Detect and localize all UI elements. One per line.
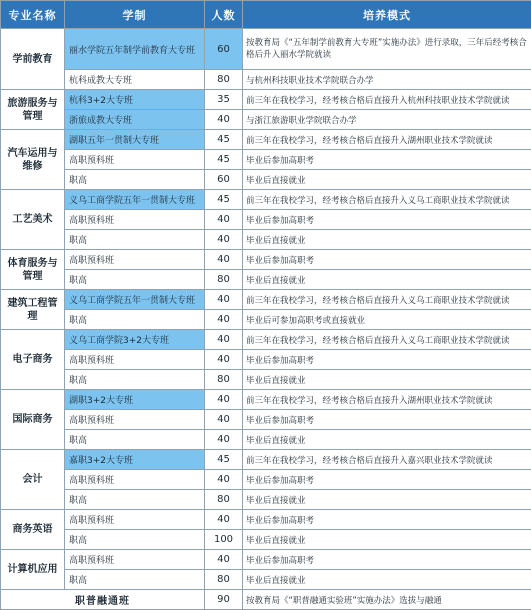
- mode-cell: 毕业后直接就业: [243, 530, 531, 550]
- mode-cell: 前三年在我校学习，经考核合格后直接升入杭州科技职业技术学院就读: [243, 90, 531, 110]
- table-row: [1, 530, 531, 550]
- mode-cell: 毕业后直接就业: [243, 270, 531, 290]
- mode-cell: 前三年在我校学习，经考核合格后直接升入湖州职业技术学院就读: [243, 390, 531, 410]
- table-row: [1, 250, 531, 270]
- table-row: [1, 230, 531, 250]
- count-cell: 40: [205, 230, 243, 250]
- header-system: 学制: [65, 1, 205, 29]
- footer-label: 职普融通班: [1, 590, 205, 610]
- count-cell: 40: [205, 430, 243, 450]
- system-cell: 义乌工商学院五年一贯制大专班: [65, 290, 205, 310]
- mode-cell: 毕业后直接就业: [243, 370, 531, 390]
- count-cell: 80: [205, 490, 243, 510]
- system-cell: 高职预科班: [65, 210, 205, 230]
- system-cell: 湖职五年一贯制大专班: [65, 130, 205, 150]
- count-cell: 40: [205, 250, 243, 270]
- mode-cell: 毕业后参加高职考: [243, 350, 531, 370]
- table-row: [1, 390, 531, 410]
- mode-cell: 前三年在我校学习，经考核合格后直接升入义乌工商职业技术学院就读: [243, 190, 531, 210]
- table-row: [1, 70, 531, 90]
- system-cell: 义乌工商学院五年一贯制大专班: [65, 190, 205, 210]
- header-major: 专业名称: [1, 1, 65, 29]
- count-cell: 40: [205, 110, 243, 130]
- major-cell: 计算机应用: [1, 550, 65, 590]
- table-row: [1, 590, 531, 610]
- table-row: [1, 430, 531, 450]
- mode-cell: 与浙江旅游职业学院联合办学: [243, 110, 531, 130]
- mode-cell: 前三年在我校学习，经考核合格后直接升入义乌工商职业技术学院就读: [243, 290, 531, 310]
- table-row: [1, 270, 531, 290]
- count-cell: 40: [205, 350, 243, 370]
- mode-cell: 毕业后直接就业: [243, 170, 531, 190]
- table-row: [1, 410, 531, 430]
- major-cell: 学前教育: [1, 29, 65, 90]
- system-cell: 高职预科班: [65, 550, 205, 570]
- major-cell: 商务英语: [1, 510, 65, 550]
- table-row: [1, 470, 531, 490]
- system-cell: 职高: [65, 570, 205, 590]
- system-cell: 高职预科班: [65, 150, 205, 170]
- count-cell: 40: [205, 410, 243, 430]
- mode-cell: 毕业后参加高职考: [243, 550, 531, 570]
- count-cell: 40: [205, 330, 243, 350]
- mode-cell: 前三年在我校学习，经考核合格后直接升入湖州职业技术学院就读: [243, 130, 531, 150]
- major-cell: 建筑工程管理: [1, 290, 65, 330]
- major-cell: 国际商务: [1, 390, 65, 450]
- table-row: [1, 150, 531, 170]
- table-row: [1, 550, 531, 570]
- mode-cell: 毕业后参加高职考: [243, 470, 531, 490]
- header-mode: 培养模式: [243, 1, 531, 29]
- system-cell: 义乌工商学院3+2大专班: [65, 330, 205, 350]
- mode-cell: 毕业后直接就业: [243, 490, 531, 510]
- system-cell: 高职预科班: [65, 510, 205, 530]
- table-row: [1, 490, 531, 510]
- count-cell: 40: [205, 390, 243, 410]
- table-row: [1, 170, 531, 190]
- count-cell: 45: [205, 130, 243, 150]
- major-cell: 电子商务: [1, 330, 65, 390]
- system-cell: 职高: [65, 490, 205, 510]
- mode-cell: 按教育局《“职普融通实验班”实施办法》选拔与融通: [243, 590, 531, 610]
- mode-cell: 毕业后直接就业: [243, 570, 531, 590]
- count-cell: 80: [205, 370, 243, 390]
- major-cell: 会计: [1, 450, 65, 510]
- count-cell: 45: [205, 450, 243, 470]
- system-cell: 高职预科班: [65, 470, 205, 490]
- mode-cell: 毕业后参加高职考: [243, 510, 531, 530]
- table-row: [1, 330, 531, 350]
- system-cell: 高职预科班: [65, 250, 205, 270]
- table-row: [1, 29, 531, 70]
- count-cell: 45: [205, 150, 243, 170]
- system-cell: 职高: [65, 370, 205, 390]
- major-cell: 体育服务与管理: [1, 250, 65, 290]
- count-cell: 80: [205, 70, 243, 90]
- table-row: [1, 130, 531, 150]
- mode-cell: 与杭州科技职业技术学院联合办学: [243, 70, 531, 90]
- system-cell: 职高: [65, 230, 205, 250]
- count-cell: 40: [205, 210, 243, 230]
- system-cell: 职高: [65, 310, 205, 330]
- mode-cell: 毕业后直接就业: [243, 230, 531, 250]
- major-cell: 旅游服务与管理: [1, 90, 65, 130]
- system-cell: 职高: [65, 430, 205, 450]
- system-cell: 高职预科班: [65, 410, 205, 430]
- count-cell: 100: [205, 530, 243, 550]
- count-cell: 35: [205, 90, 243, 110]
- mode-cell: 毕业后参加高职考: [243, 410, 531, 430]
- count-cell: 40: [205, 550, 243, 570]
- mode-cell: 前三年在我校学习，经考核合格后直接升入义乌工商职业技术学院就读: [243, 330, 531, 350]
- system-cell: 浙旅成教大专班: [65, 110, 205, 130]
- system-cell: 职高: [65, 270, 205, 290]
- count-cell: 40: [205, 290, 243, 310]
- table-row: [1, 190, 531, 210]
- table-row: [1, 110, 531, 130]
- system-cell: 丽水学院五年制学前教育大专班: [65, 29, 205, 70]
- system-cell: 杭科成教大专班: [65, 70, 205, 90]
- mode-cell: 毕业后直接就业: [243, 430, 531, 450]
- mode-cell: 毕业后参加高职考: [243, 250, 531, 270]
- mode-cell: 按教育局《“五年制学前教育大专班”实施办法》进行录取，三年后经考核合格后升入丽水学院就读: [243, 29, 531, 70]
- system-cell: 职高: [65, 170, 205, 190]
- count-cell: 40: [205, 470, 243, 490]
- table-row: [1, 450, 531, 470]
- system-cell: 杭科3+2大专班: [65, 90, 205, 110]
- mode-cell: 毕业后参加高职考: [243, 210, 531, 230]
- system-cell: 高职预科班: [65, 350, 205, 370]
- table-row: [1, 570, 531, 590]
- count-cell: 60: [205, 29, 243, 70]
- table-row: [1, 210, 531, 230]
- mode-cell: 前三年在我校学习，经考核合格后直接升入嘉兴职业技术学院就读: [243, 450, 531, 470]
- system-cell: 职高: [65, 530, 205, 550]
- count-cell: 90: [205, 590, 243, 610]
- count-cell: 45: [205, 190, 243, 210]
- count-cell: 40: [205, 510, 243, 530]
- table-row: [1, 510, 531, 530]
- table-row: [1, 90, 531, 110]
- major-cell: 汽车运用与维修: [1, 130, 65, 190]
- table-row: [1, 290, 531, 310]
- system-cell: 湖职3+2大专班: [65, 390, 205, 410]
- count-cell: 40: [205, 310, 243, 330]
- count-cell: 80: [205, 570, 243, 590]
- header-count: 人数: [205, 1, 243, 29]
- count-cell: 60: [205, 170, 243, 190]
- table-header-row: [1, 1, 531, 29]
- major-cell: 工艺美术: [1, 190, 65, 250]
- table-row: [1, 310, 531, 330]
- table-row: [1, 350, 531, 370]
- mode-cell: 毕业后参加高职考: [243, 150, 531, 170]
- count-cell: 80: [205, 270, 243, 290]
- table-row: [1, 370, 531, 390]
- mode-cell: 毕业后可参加高职考或直接就业: [243, 310, 531, 330]
- system-cell: 嘉职3+2大专班: [65, 450, 205, 470]
